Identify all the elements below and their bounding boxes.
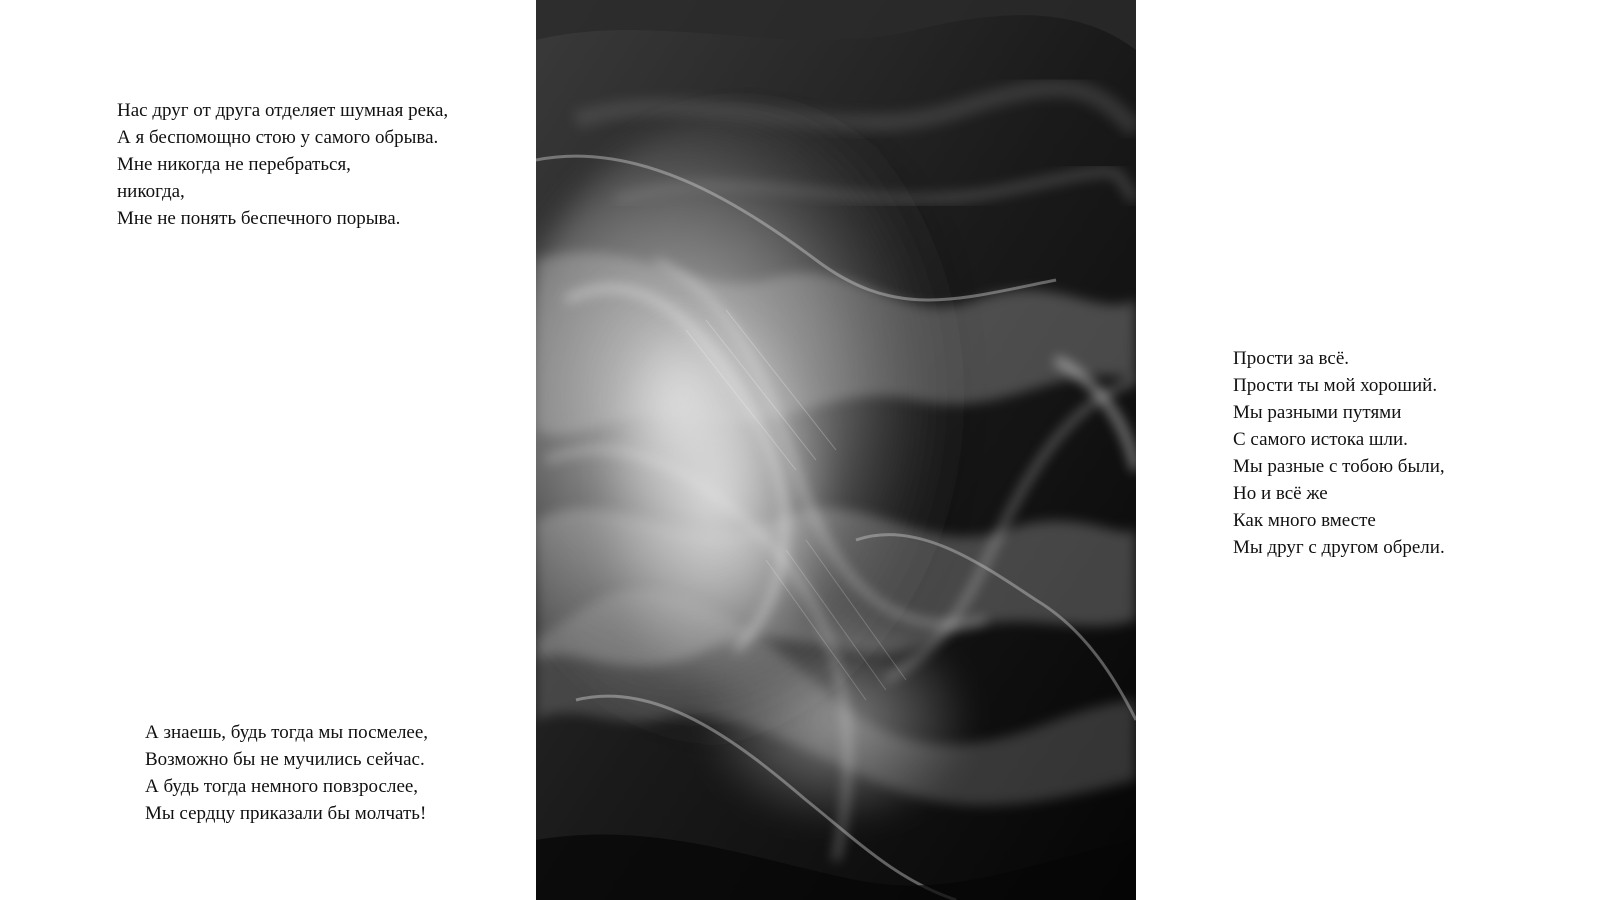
- poem-line: Но и всё же: [1233, 483, 1328, 504]
- poem-line: Как много вместе: [1233, 510, 1376, 531]
- poem-line: А я беспомощно стою у самого обрыва.: [117, 127, 439, 148]
- poem-line: Мы разные с тобою были,: [1233, 456, 1445, 477]
- poem-line: Мы друг с другом обрели.: [1233, 537, 1445, 558]
- poem-line: Мы сердцу приказали бы молчать!: [145, 803, 427, 824]
- poem-line: Нас друг от друга отделяет шумная река,: [117, 100, 449, 121]
- poem-line: Возможно бы не мучились сейчас.: [145, 749, 425, 770]
- poem-bottom-left: [145, 719, 428, 827]
- poem-line: А знаешь, будь тогда мы посмелее,: [145, 722, 429, 743]
- poem-line: Прости ты мой хороший.: [1233, 375, 1438, 396]
- poem-line: Прости за всё.: [1233, 348, 1350, 369]
- poem-line: С самого истока шли.: [1233, 429, 1408, 450]
- poem-line: Мне никогда не перебраться,: [117, 154, 351, 175]
- poem-right: [1233, 345, 1445, 561]
- poem-line: А будь тогда немного повзрослее,: [145, 776, 419, 797]
- poem-line: Мы разными путями: [1233, 402, 1402, 423]
- tulle-fabric-image: [536, 0, 1136, 900]
- poem-line: Мне не понять беспечного порыва.: [117, 208, 401, 229]
- poem-top-left: [117, 97, 448, 232]
- tulle-fabric-photo: [536, 0, 1136, 900]
- poem-line: никогда,: [117, 181, 185, 202]
